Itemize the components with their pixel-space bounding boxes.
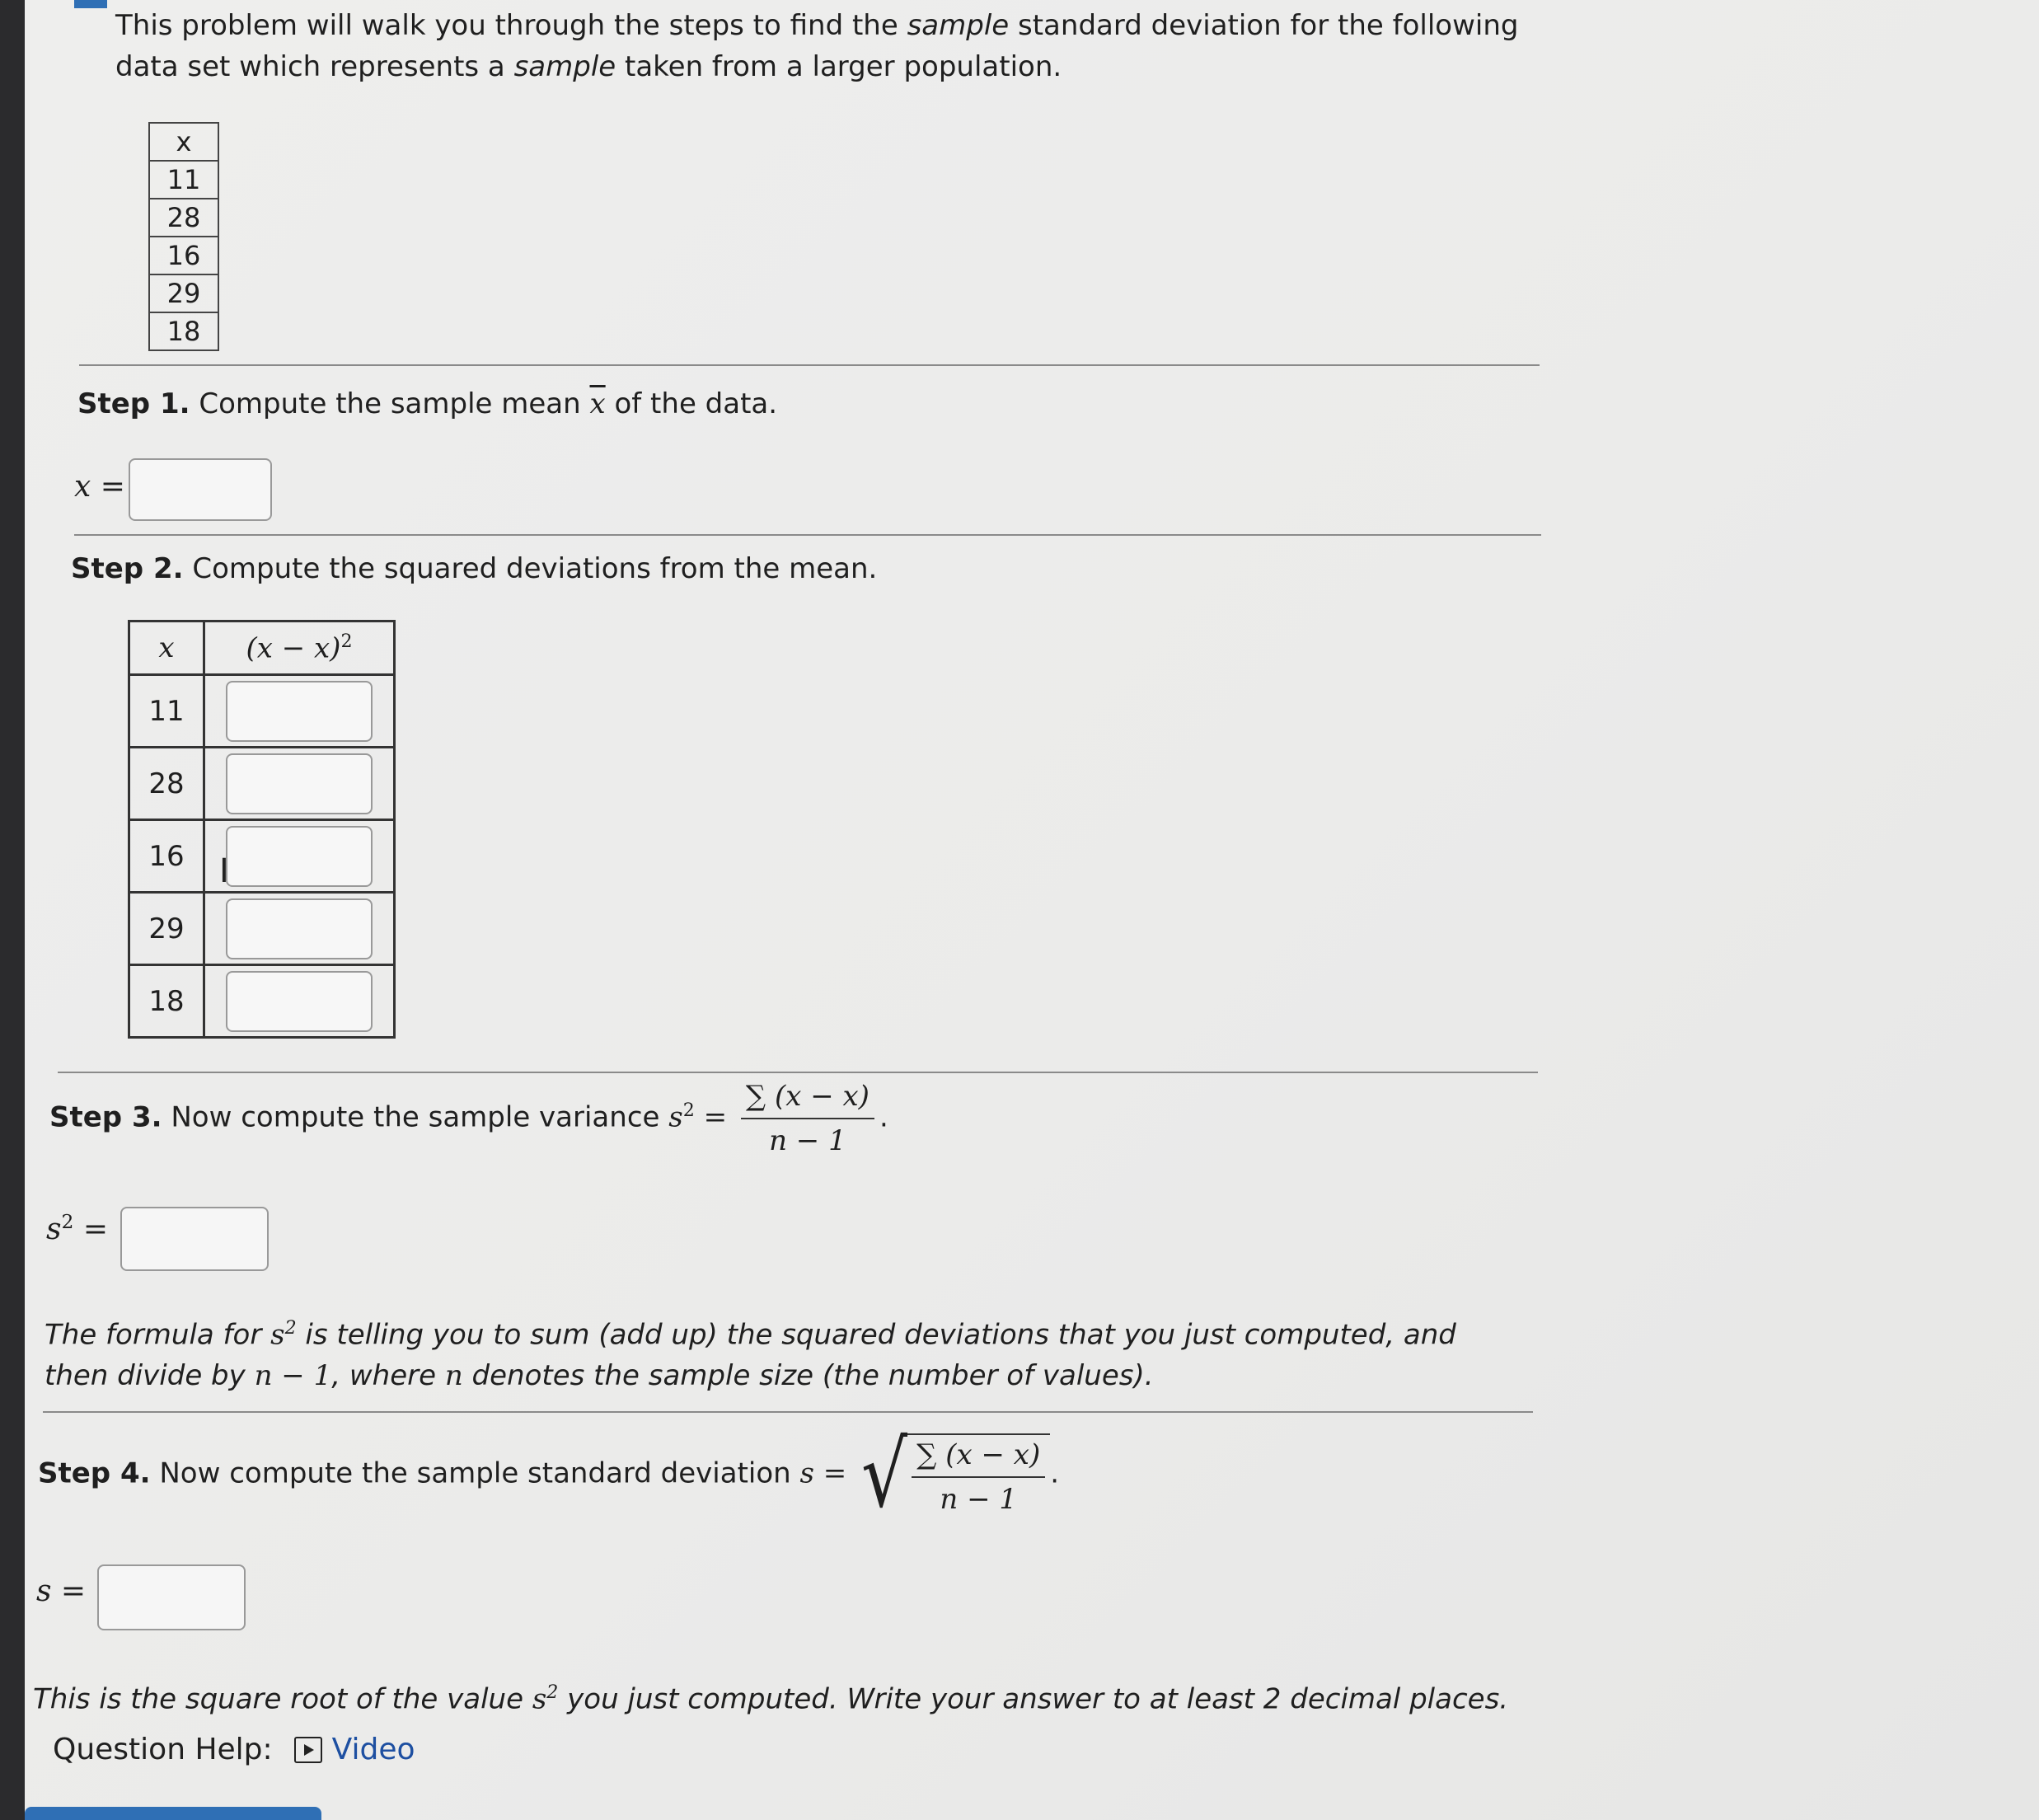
step2-text: Compute the squared deviations from the mean.	[183, 552, 878, 585]
note-exponent: 2	[546, 1682, 559, 1703]
video-link-label: Video	[331, 1733, 415, 1766]
variance-answer-label	[46, 1210, 108, 1246]
note-symbol: s	[270, 1318, 285, 1352]
variance-symbol: s	[668, 1100, 683, 1134]
note-text: you just computed. Write your answer to at least 2 decimal places.	[558, 1682, 1509, 1716]
col-dev-header	[204, 622, 395, 675]
intro-text: standard deviation for the following data set which represents a	[115, 9, 1519, 83]
top-accent	[74, 0, 107, 8]
col-dev-exponent: 2	[340, 631, 353, 653]
mean-input[interactable]	[129, 458, 272, 521]
intro-text: This problem will walk you through the steps to find the	[115, 9, 907, 42]
row-x-value: 11	[129, 675, 204, 748]
data-header: x	[149, 123, 218, 161]
stddev-note	[33, 1672, 1533, 1719]
note-text: The formula for	[45, 1318, 271, 1352]
step2-prompt	[71, 552, 877, 585]
divider	[74, 534, 1541, 536]
dev-cell	[204, 675, 395, 748]
step4-label: Step 4.	[38, 1456, 151, 1490]
stddev-input[interactable]	[97, 1564, 246, 1630]
variance-numerator: ∑ (x − x)	[741, 1080, 874, 1119]
dev-input[interactable]	[226, 898, 373, 959]
data-value: 18	[149, 312, 218, 350]
row-x-value: 29	[129, 893, 204, 965]
window-edge	[0, 0, 25, 1820]
step1-text: of the data.	[605, 387, 778, 420]
variance-exponent: 2	[682, 1100, 695, 1122]
step1-text: Compute the sample mean	[190, 387, 590, 420]
dev-input[interactable]	[226, 753, 373, 814]
data-value: 11	[149, 161, 218, 199]
dev-input[interactable]	[226, 826, 373, 887]
squared-deviation-table	[128, 620, 396, 1039]
dev-cell	[204, 820, 395, 893]
dev-input[interactable]	[226, 971, 373, 1032]
row-x-value: 16	[129, 820, 204, 893]
stddev-symbol: s =	[799, 1456, 847, 1490]
mean-answer-symbol: x =	[74, 470, 125, 504]
variance-formula	[741, 1080, 874, 1157]
dev-cell	[204, 965, 395, 1038]
data-set-table	[148, 122, 219, 351]
col-dev-symbol: (x − x)	[246, 631, 341, 665]
note-exponent: 2	[284, 1317, 297, 1339]
divider	[79, 364, 1540, 366]
mean-symbol: $\overline{x}$	[589, 387, 606, 420]
col-x-symbol: x	[158, 631, 175, 664]
step3-text: Now compute the sample variance	[162, 1100, 669, 1134]
intro-emphasis: sample	[907, 9, 1010, 42]
note-text: is telling you to sum (add up) the squared deviations that you just computed, and then divide by	[45, 1318, 1456, 1393]
stddev-formula	[855, 1422, 1050, 1527]
note-text: denotes the sample size (the number of values).	[462, 1359, 1154, 1393]
note-symbol: n	[444, 1359, 463, 1393]
variance-denominator: n − 1	[769, 1124, 846, 1157]
note-text: This is the square root of the value	[33, 1682, 532, 1716]
step4-prompt: Step 4. Now compute the sample standard deviation s = √ $\frac{\sum (x - x)}{n - 1}$ .	[38, 1422, 1060, 1527]
question-help-label: Question Help:	[53, 1733, 273, 1766]
submit-button-edge[interactable]	[25, 1807, 321, 1820]
stddev-numerator: ∑ (x − x)	[912, 1438, 1045, 1478]
play-icon	[294, 1737, 322, 1763]
variance-answer-exponent: 2	[61, 1210, 74, 1233]
stddev-answer-symbol: s =	[36, 1574, 87, 1608]
video-link[interactable]	[294, 1733, 415, 1766]
mean-answer-label	[74, 470, 125, 504]
row-x-value: 28	[129, 748, 204, 820]
dev-cell	[204, 748, 395, 820]
step1-prompt	[77, 387, 777, 420]
sqrt-icon: √	[861, 1422, 908, 1527]
note-symbol: n − 1	[254, 1359, 332, 1393]
divider	[43, 1411, 1533, 1413]
variance-answer-symbol: s	[46, 1213, 62, 1246]
variance-input[interactable]	[120, 1207, 269, 1271]
intro-emphasis: sample	[513, 50, 616, 83]
variance-note	[45, 1307, 1528, 1396]
question-help	[53, 1733, 415, 1766]
step3-label: Step 3.	[49, 1100, 162, 1134]
dev-cell	[204, 893, 395, 965]
problem-intro	[115, 5, 1582, 87]
step4-text: Now compute the sample standard deviation	[150, 1456, 800, 1490]
col-x-header	[129, 622, 204, 675]
data-value: 28	[149, 199, 218, 237]
intro-text: taken from a larger population.	[616, 50, 1062, 83]
step2-label: Step 2.	[71, 552, 184, 585]
dev-input[interactable]	[226, 681, 373, 742]
note-symbol: s	[532, 1682, 547, 1716]
divider	[58, 1072, 1538, 1073]
row-x-value: 18	[129, 965, 204, 1038]
variance-answer-eq: =	[73, 1213, 108, 1246]
note-text: , where	[331, 1359, 445, 1393]
text-cursor-icon: I	[219, 852, 229, 890]
data-value: 16	[149, 237, 218, 274]
question-page	[25, 0, 2039, 1820]
step1-label: Step 1.	[77, 387, 190, 420]
stddev-answer-label	[36, 1574, 86, 1608]
stddev-denominator: n − 1	[940, 1483, 1018, 1516]
data-value: 29	[149, 274, 218, 312]
step3-prompt: Step 3. Now compute the sample variance $s^2$ = $\frac{\sum (x - x)}{n - 1}$ .	[49, 1080, 888, 1157]
